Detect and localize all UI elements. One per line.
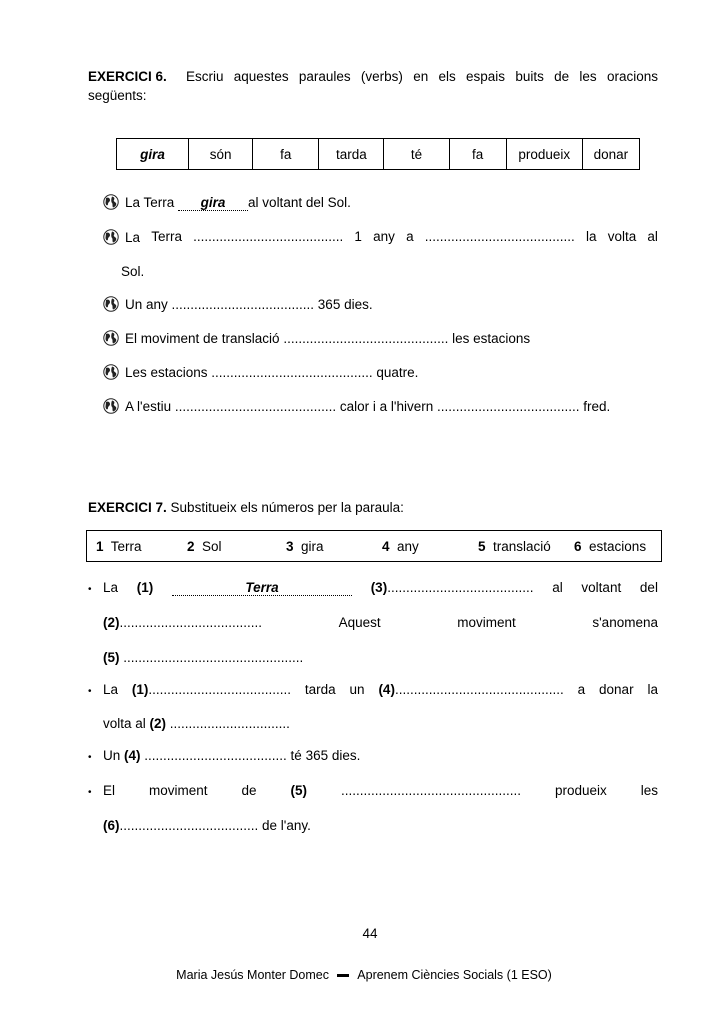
item-number: 3 — [286, 538, 294, 554]
sentence-word: volta — [607, 229, 637, 244]
text-word: La — [103, 682, 119, 697]
sentence-word: 1 — [354, 229, 362, 244]
number-item — [187, 539, 222, 554]
number-item — [478, 539, 551, 554]
number-item — [574, 539, 646, 554]
text-word: voltant — [581, 580, 622, 595]
sentence-text: Un any ...................................... 365 dies. — [125, 297, 373, 312]
number-ref: (4) — [124, 748, 141, 763]
text-word: un — [349, 682, 365, 697]
blank-dots: ................................................ — [340, 783, 521, 798]
text-word: s'anomena — [592, 615, 658, 630]
answer-fill: gira — [178, 195, 248, 211]
blank-dots: ................................ — [166, 716, 290, 731]
word-box-cell: tarda — [319, 139, 384, 169]
ex7-p2-line1 — [103, 682, 658, 697]
sentence-word: al — [647, 229, 658, 244]
ex7-p1-line1 — [103, 580, 658, 596]
item-word: any — [397, 538, 419, 554]
word-box-cell: fa — [253, 139, 319, 169]
ex6-sentence-2 — [103, 229, 658, 245]
ex6-word-box — [116, 138, 640, 170]
bullet: • — [88, 752, 92, 763]
ex7-title: EXERCICI 7. — [88, 500, 167, 515]
sentence-word: la — [585, 229, 597, 244]
number-ref: (2) — [103, 615, 120, 630]
item-number: 2 — [187, 538, 195, 554]
blank-dots: ........................................ — [424, 229, 575, 244]
blank-dots: ....................................... — [387, 580, 534, 595]
footer-separator — [337, 974, 349, 977]
ex6-instruction-line1 — [88, 69, 658, 84]
text-word: de — [241, 783, 257, 798]
ex6-sentence-2-cont: Sol. — [121, 264, 145, 279]
number-ref: (1) — [136, 580, 154, 595]
answer-fill: Terra — [172, 580, 352, 596]
ex7-p1-line3 — [103, 650, 303, 665]
item-number: 6 — [574, 538, 582, 554]
number-ref: (3) — [370, 580, 388, 595]
word-box-cell: fa — [450, 139, 507, 169]
page-number: 44 — [362, 926, 378, 941]
bullet: • — [88, 584, 92, 595]
item-word: gira — [301, 538, 324, 554]
globe-icon — [103, 398, 119, 414]
word-box-cell: té — [384, 139, 449, 169]
globe-icon — [103, 229, 119, 245]
text-word: la — [647, 682, 658, 697]
number-ref: (5) — [290, 783, 307, 798]
item-number: 5 — [478, 538, 486, 554]
text-word: tarda — [304, 682, 336, 697]
ex7-p2-line2 — [103, 716, 290, 731]
item-word: Sol — [202, 538, 222, 554]
number-item — [286, 539, 324, 554]
footer-author: Maria Jesús Monter Domec — [176, 968, 329, 982]
number-ref: (5) — [103, 650, 120, 665]
sentence-text: al voltant del Sol. — [248, 195, 351, 210]
number-ref: (6) — [103, 818, 120, 833]
globe-icon — [103, 296, 119, 312]
word-box-cell: donar — [593, 146, 629, 162]
ex6-instruction: Escriu aquestes paraules (verbs) en els espais buits de les oracions — [186, 69, 658, 84]
blank-dots: ................................................ — [119, 650, 304, 665]
sentence-word: a — [406, 229, 414, 244]
text-word: El — [103, 783, 116, 798]
sentence-text: El moviment de translació ............................................ les estacions — [125, 331, 531, 346]
ex6-sentence-5 — [103, 364, 418, 380]
globe-icon — [103, 194, 119, 210]
number-ref: (1) — [131, 682, 149, 697]
text-word: del — [639, 580, 658, 595]
word-box-cell: són — [189, 139, 253, 169]
item-number: 1 — [96, 538, 104, 554]
sentence-word: La — [125, 230, 141, 245]
item-word: Terra — [110, 538, 142, 554]
ex7-instruction: Substitueix els números per la paraula: — [170, 500, 404, 515]
sentence-text: Les estacions ........................................... quatre. — [125, 365, 419, 380]
ex6-title: EXERCICI 6. — [88, 69, 167, 84]
number-item — [382, 539, 419, 554]
globe-icon — [103, 330, 119, 346]
text-word: volta al — [103, 716, 146, 731]
text-word: al — [552, 580, 563, 595]
number-ref: (2) — [149, 716, 167, 731]
ex7-number-box — [86, 530, 662, 562]
word-box-cell: gira — [117, 139, 189, 169]
footer-book: Aprenem Ciències Socials (1 ESO) — [357, 968, 552, 982]
ex6-sentence-1 — [103, 194, 351, 211]
ex7-p4-line1 — [103, 783, 658, 798]
page-footer — [0, 968, 728, 982]
blank-dots: ...................................... — [119, 615, 263, 630]
item-word: estacions — [589, 538, 647, 554]
blank-dots: ............................................. — [394, 682, 564, 697]
globe-icon — [103, 364, 119, 380]
ex7-heading — [88, 500, 658, 515]
text-word: moviment — [148, 783, 208, 798]
number-item — [96, 539, 142, 554]
text-word: Aquest — [338, 615, 381, 630]
text-word: ..................................... de l'any. — [119, 818, 311, 833]
text-word: moviment — [457, 615, 516, 630]
sentence-word: Terra — [151, 229, 182, 244]
ex6-sentence-3 — [103, 296, 373, 312]
text-word: ...................................... té 365 dies. — [140, 748, 361, 763]
ex7-p4-line2 — [103, 818, 311, 833]
bullet: • — [88, 686, 92, 697]
text-word: a — [577, 682, 586, 697]
ex6-instruction-line2: següents: — [88, 88, 147, 103]
blank-dots: ........................................ — [193, 229, 344, 244]
bullet: • — [88, 787, 92, 798]
text-word: les — [640, 783, 658, 798]
sentence-text: La Terra — [125, 195, 175, 210]
word-box-cell: produeix — [507, 139, 583, 169]
item-number: 4 — [382, 538, 390, 554]
text-word: produeix — [554, 783, 607, 798]
item-word: translació — [493, 538, 551, 554]
ex7-p1-line2 — [103, 615, 658, 630]
ex6-sentence-6 — [103, 398, 610, 414]
text-word: La — [103, 580, 119, 595]
ex6-sentence-4 — [103, 330, 530, 346]
blank-dots: ...................................... — [148, 682, 291, 697]
number-ref: (4) — [378, 682, 395, 697]
text-word: Un — [103, 748, 121, 763]
sentence-text: A l'estiu ........................................... calor i a l'hivern ...................................... fred. — [125, 399, 611, 414]
sentence-word: any — [373, 229, 395, 244]
ex7-p3 — [103, 748, 360, 763]
text-word: donar — [599, 682, 634, 697]
